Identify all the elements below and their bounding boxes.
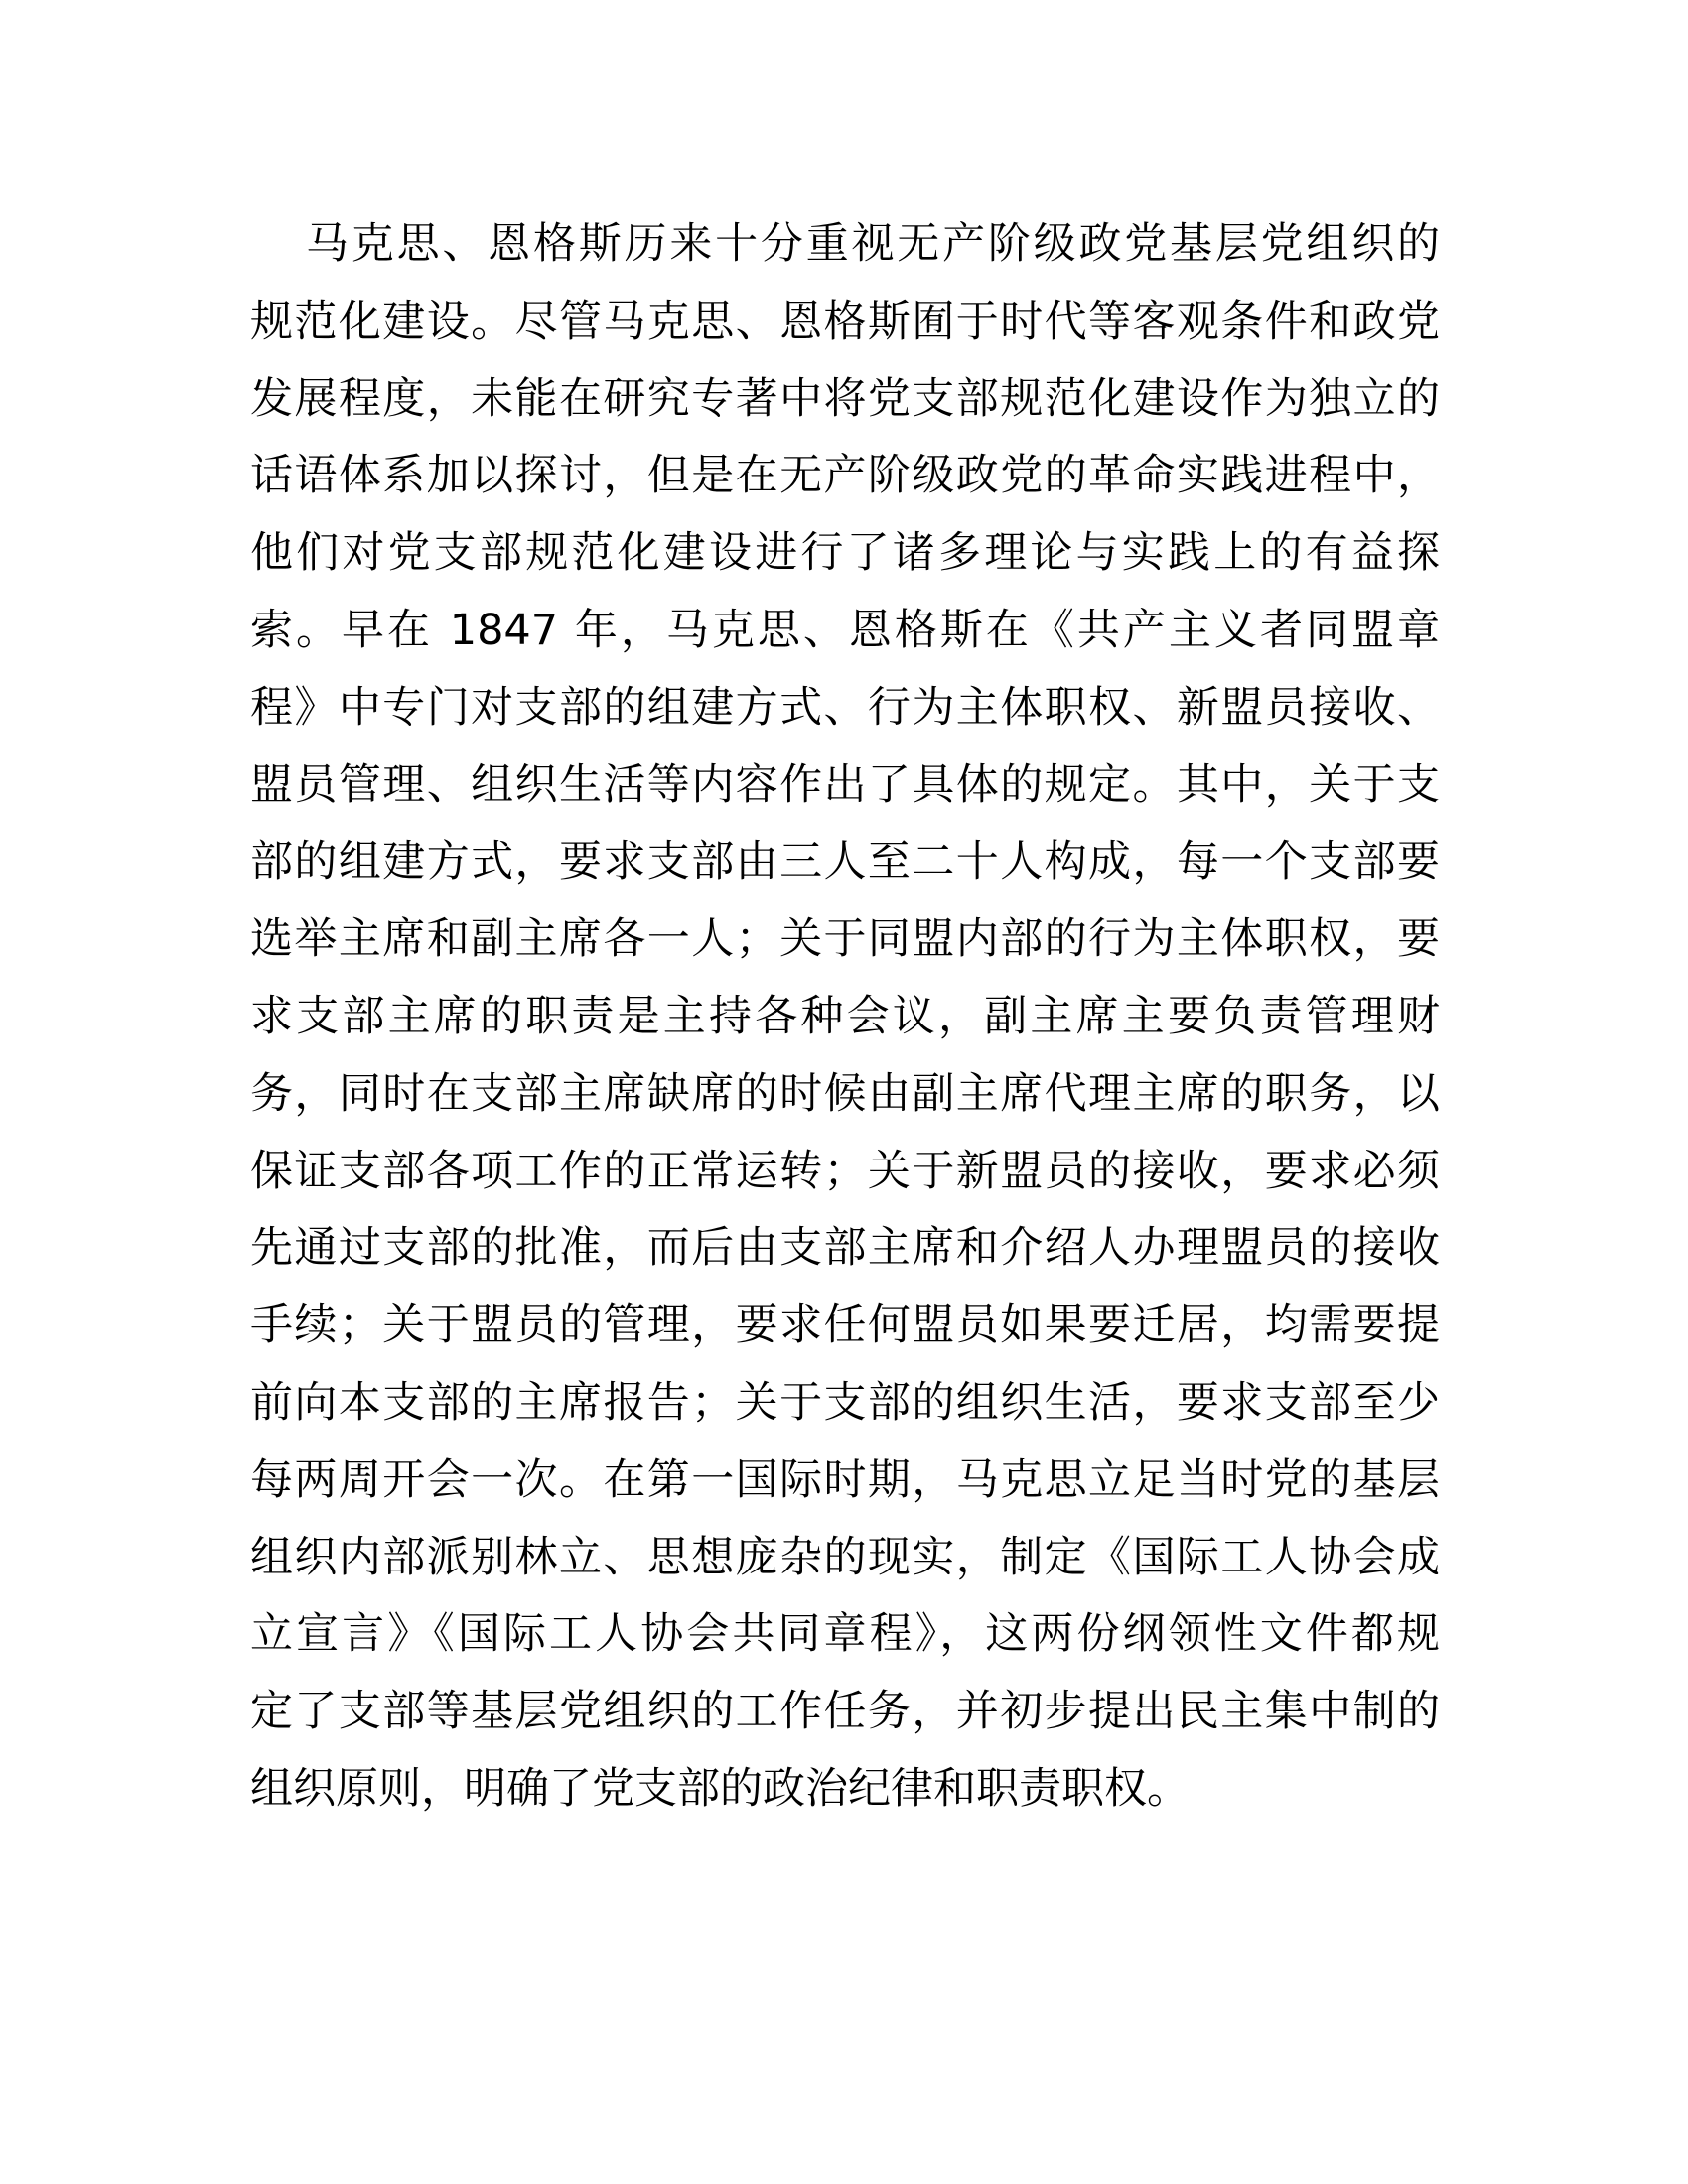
paragraph-line: 组织内部派别林立、思想庞杂的现实，制定《国际工人协会成 [250,1532,1440,1582]
paragraph-line: 定了支部等基层党组织的工作任务，并初步提出民主集中制的 [250,1687,1440,1737]
paragraph-line: 程》中专门对支部的组建方式、行为主体职权、新盟员接收、 [250,682,1440,733]
paragraph-line: 前向本支部的主席报告；关于支部的组织生活，要求支部至少 [250,1377,1440,1428]
paragraph-line: 话语体系加以探讨，但是在无产阶级政党的革命实践进程中， [250,451,1440,501]
paragraph-line: 先通过支部的批准，而后由支部主席和介绍人办理盟员的接收 [250,1223,1440,1274]
paragraph-line: 索。早在 1847 年，马克思、恩格斯在《共产主义者同盟章 [250,605,1440,655]
paragraph-line: 保证支部各项工作的正常运转；关于新盟员的接收，要求必须 [250,1146,1440,1196]
paragraph-line: 发展程度，未能在研究专著中将党支部规范化建设作为独立的 [250,373,1440,424]
paragraph-line: 组织原则，明确了党支部的政治纪律和职责职权。 [250,1763,1190,1814]
paragraph-line: 部的组建方式，要求支部由三人至二十人构成，每一个支部要 [250,837,1440,887]
paragraph-line: 务，同时在支部主席缺席的时候由副主席代理主席的职务，以 [250,1068,1440,1119]
paragraph-line: 每两周开会一次。在第一国际时期，马克思立足当时党的基层 [250,1454,1440,1505]
paragraph-line: 求支部主席的职责是主持各种会议，副主席主要负责管理财 [250,991,1440,1041]
paragraph-line: 马克思、恩格斯历来十分重视无产阶级政党基层党组织的 [306,219,1440,269]
paragraph-line: 手续；关于盟员的管理，要求任何盟员如果要迁居，均需要提 [250,1300,1440,1351]
body-paragraph [250,206,1440,1829]
paragraph-line: 选举主席和副主席各一人；关于同盟内部的行为主体职权，要 [250,914,1440,965]
paragraph-line: 立宣言》《国际工人协会共同章程》，这两份纲领性文件都规 [250,1609,1440,1660]
paragraph-line: 盟员管理、组织生活等内容作出了具体的规定。其中，关于支 [250,759,1440,810]
paragraph-line: 规范化建设。尽管马克思、恩格斯囿于时代等客观条件和政党 [250,296,1440,346]
paragraph-line: 他们对党支部规范化建设进行了诸多理论与实践上的有益探 [250,528,1440,579]
